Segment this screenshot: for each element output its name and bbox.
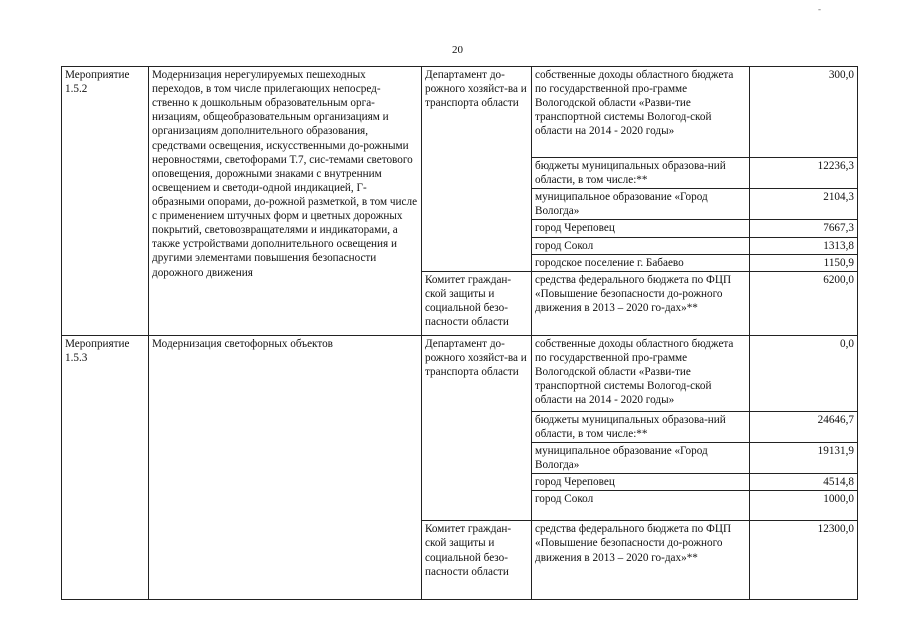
table-row — [62, 67, 858, 158]
funding-amount: 0,0 — [750, 335, 858, 411]
funding-source: бюджеты муниципальных образова-ний области, в том числе:** — [532, 411, 750, 442]
funding-amount: 300,0 — [750, 67, 858, 158]
funding-source: средства федерального бюджета по ФЦП «Повышение безопасности до-рожного движения в 2013 – 2020 го-дах»** — [532, 521, 750, 600]
funding-amount: 19131,9 — [750, 442, 858, 473]
funding-amount: 1000,0 — [750, 491, 858, 521]
funding-amount: 12236,3 — [750, 158, 858, 189]
executor-name: Комитет граждан-ской защиты и социальной безо-пасности области — [422, 271, 532, 335]
executor-name: Департамент до-рожного хозяйст-ва и транспорта области — [422, 67, 532, 272]
funding-source: городское поселение г. Бабаево — [532, 254, 750, 271]
scan-mark: ‑ — [818, 4, 821, 14]
funding-amount: 24646,7 — [750, 411, 858, 442]
table-row — [62, 335, 858, 411]
funding-source: город Череповец — [532, 220, 750, 237]
funding-amount: 1313,8 — [750, 237, 858, 254]
funding-source: бюджеты муниципальных образова-ний области, в том числе:** — [532, 158, 750, 189]
measure-id: Мероприятие 1.5.2 — [62, 67, 149, 336]
page-number: 20 — [452, 44, 463, 56]
funding-source: собственные доходы областного бюджета по государственной про-грамме Вологодской области «Разви-тие транспортной системы Вологод-ской области на 2014 - 2020 годы» — [532, 335, 750, 411]
measures-table — [61, 66, 858, 600]
funding-source: собственные доходы областного бюджета по государственной про-грамме Вологодской области «Разви-тие транспортной системы Вологод-ской области на 2014 - 2020 годы» — [532, 67, 750, 158]
funding-amount: 1150,9 — [750, 254, 858, 271]
measure-id: Мероприятие 1.5.3 — [62, 335, 149, 600]
funding-amount: 7667,3 — [750, 220, 858, 237]
funding-amount: 6200,0 — [750, 271, 858, 335]
funding-source: город Сокол — [532, 491, 750, 521]
measure-description: Модернизация нерегулируемых пешеходных переходов, в том числе прилегающих непосред-ственно к дошкольным образовательным орга-низациям, общеобразовательным организациям и организациям дополнительного образования, средствами освещения, искусственными до-рожными неровностями, светофорами Т.7, сис-темами светового оповещения, дорожными знаками с внутренним освещением и светоди-одной индикацией, Г-образными опорами, до-рожной разметкой, в том числе с применением штучных форм и цветных дорожных покрытий, световозвращателями и индикаторами, а также устройствами дополнительного освещения и другими элементами повышения безопасности дорожного движения — [149, 67, 422, 336]
funding-source: город Сокол — [532, 237, 750, 254]
funding-source: муниципальное образование «Город Вологда» — [532, 189, 750, 220]
funding-amount: 12300,0 — [750, 521, 858, 600]
measure-description: Модернизация светофорных объектов — [149, 335, 422, 600]
funding-source: средства федерального бюджета по ФЦП «Повышение безопасности до-рожного движения в 2013 – 2020 го-дах»** — [532, 271, 750, 335]
executor-name: Департамент до-рожного хозяйст-ва и транспорта области — [422, 335, 532, 521]
funding-source: муниципальное образование «Город Вологда» — [532, 442, 750, 473]
funding-amount: 2104,3 — [750, 189, 858, 220]
funding-source: город Череповец — [532, 474, 750, 491]
funding-amount: 4514,8 — [750, 474, 858, 491]
executor-name: Комитет граждан-ской защиты и социальной безо-пасности области — [422, 521, 532, 600]
